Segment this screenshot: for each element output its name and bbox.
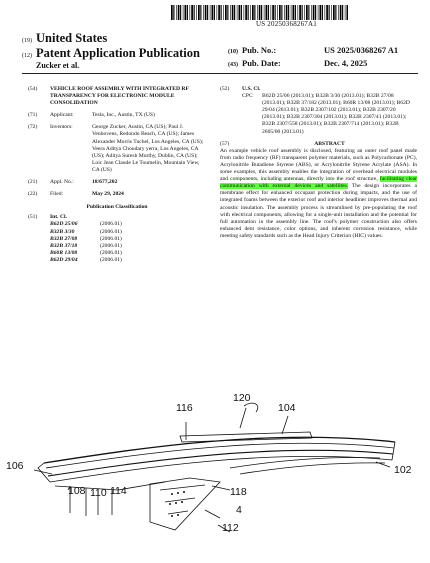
inventors: George Zucker, Austin, CA (US); Paul J. Venhovens, Redondo Beach, CA (US); James Alexander Morris Tuchel, Los Angeles, CA (US); Veera Aditya Choudary yerra, Los Angeles, CA (US); Aditya Suresh Murthy, Dublin, CA (US); Loic Jean Claude Le Toumelin, Mountain View, CA (US) xyxy=(92,124,204,173)
filed-date: May 29, 2024 xyxy=(92,191,124,198)
filed-field: (22) Filed: May 29, 2024 xyxy=(28,191,206,198)
ipc-row: B32B 3/30 (2006.01) xyxy=(50,228,122,235)
pub-date-label: Pub. Date: xyxy=(242,58,281,68)
applicant: Tesla, Inc., Austin, TX (US) xyxy=(92,112,155,119)
header-rule xyxy=(22,73,418,74)
ref-label: 102 xyxy=(394,464,412,476)
classification-heading: Publication Classification xyxy=(86,204,148,211)
country: United States xyxy=(36,31,108,45)
header-left xyxy=(22,31,237,70)
int-cl-field: (51) Int. Cl. xyxy=(28,214,67,221)
patent-figure xyxy=(0,390,430,558)
appl-no: 18/677,202 xyxy=(92,179,118,186)
appl-no-field: (21) Appl. No.: 18/677,202 xyxy=(28,179,206,186)
ref-label: 4 xyxy=(236,504,242,516)
cpc-field: CPC B62D 25/06 (2013.01); B32B 3/30 (2013.01); B32B 27/08 (2013.01); B32B 37/182 (2013.01); B60R 13/08 (2013.01); B62D 29/04 (2013.01); B32B 2307/102 (2013.01); B32B 2307/20 (2013.01); B32B 2307/304 (2013.01); B32B 2307/41 (2013.01); B32B 2307/558 (2013.01); B32B 2307/714 (2013.01); B32B 2605/00 (2013.01) xyxy=(242,93,417,136)
document-type: Patent Application Publication xyxy=(36,46,200,60)
ipc-row: B32B 37/18 (2006.01) xyxy=(50,242,122,249)
ipc-row: B62D 25/06 (2006.01) xyxy=(50,221,122,228)
us-cl-field: (52) U.S. Cl. xyxy=(220,86,261,92)
ref-label: 120 xyxy=(233,392,251,404)
abstract-text: An example vehicle roof assembly is disclosed, featuring an outer roof panel made from radio frequency (RF) transparent polymer materials, such as Polycarbonate (PC), Acrylonitrile Butadiene Styrene (ABS), or Acrylonitrile Styrene Acrylate (ASA). In some examples, this assembly enables the integration of overhead electrical modules and components, including antennas, directly into the roof structure, facilitating clear communication with external devices and satellites. The design incorporates a membrane effect for enhanced occupant protection during impacts, and the use of integrated foams between the exterior roof and interior headliner improves thermal and acoustic insulation. The assembly process is streamlined by pre-populating the roof with electrical components, allowing for a single-unit installation and the potential for full automation in the assembly line. The roof's polymer construction also offers enhanced dent resistance, color options, and inherent corrosion resistance, while meeting safety standards such as the Head Injury Criterion (HIC) values. xyxy=(220,147,417,239)
applicant-field: (71) Applicant: Tesla, Inc., Austin, TX (US) xyxy=(28,112,206,119)
barcode xyxy=(171,5,348,20)
ref-label: 108 xyxy=(68,485,86,497)
inventor-line: Zucker et al. xyxy=(36,61,80,70)
code-10: (10) xyxy=(228,49,238,55)
abstract-header-row: (57) ABSTRACT xyxy=(220,141,417,148)
ref-label: 116 xyxy=(176,402,193,414)
ref-label: 114 xyxy=(110,485,127,497)
ref-label: 104 xyxy=(278,402,296,414)
right-column xyxy=(220,86,417,240)
ref-label: 106 xyxy=(6,460,24,472)
ipc-list xyxy=(50,221,206,264)
code-43: (43) xyxy=(228,62,238,68)
invention-title: VEHICLE ROOF ASSEMBLY WITH INTEGRATED RF TRANSPARENCY FOR ELECTRONIC MODULE CONSOLIDATION xyxy=(50,86,189,107)
inventors-field: (72) Inventors: George Zucker, Austin, CA (US); Paul J. Venhovens, Redondo Beach, CA (US); James Alexander Morris Tuchel, Los Angeles, CA (US); Veera Aditya Choudary yerra, Los Angeles, CA (US); Aditya Suresh Murthy, Dublin, CA (US); Loic Jean Claude Le Toumelin, Mountain View, CA (US) xyxy=(28,124,206,174)
roof-assembly-drawing xyxy=(0,390,430,558)
cpc-codes: B62D 25/06 (2013.01); B32B 3/30 (2013.01); B32B 27/08 (2013.01); B32B 37/182 (2013.01); B60R 13/08 (2013.01); B62D 29/04 (2013.01); B32B 2307/102 (2013.01); B32B 2307/20 (2013.01); B32B 2307/304 (2013.01); B32B 2307/41 (2013.01); B32B 2307/558 (2013.01); B32B 2307/714 (2013.01); B32B 2605/00 (2013.01) xyxy=(262,93,410,135)
ipc-row: B62D 29/04 (2006.01) xyxy=(50,256,122,263)
ipc-row: B60R 13/08 (2006.01) xyxy=(50,249,122,256)
ref-label: 112 xyxy=(222,522,239,534)
ipc-row: B32B 27/08 (2006.01) xyxy=(50,235,122,242)
header-right xyxy=(228,45,418,71)
pub-date: Dec. 4, 2025 xyxy=(324,58,368,68)
code-19: (19) xyxy=(22,38,32,44)
code-12: (12) xyxy=(22,53,32,59)
highlighted-text: facilitating clear communication with external devices and satellites. xyxy=(220,176,417,190)
pub-no-label: Pub. No.: xyxy=(242,45,277,55)
top-publication-number: US 20250368267A1 xyxy=(256,20,317,28)
ref-label: 118 xyxy=(230,486,247,498)
pub-no: US 2025/0368267 A1 xyxy=(324,45,399,55)
ref-label: 110 xyxy=(90,487,107,499)
title-field: (54) VEHICLE ROOF ASSEMBLY WITH INTEGRATED RF TRANSPARENCY FOR ELECTRONIC MODULE CONSOLIDATION xyxy=(28,86,206,107)
left-column xyxy=(28,86,206,264)
abstract-heading: ABSTRACT xyxy=(314,140,345,147)
